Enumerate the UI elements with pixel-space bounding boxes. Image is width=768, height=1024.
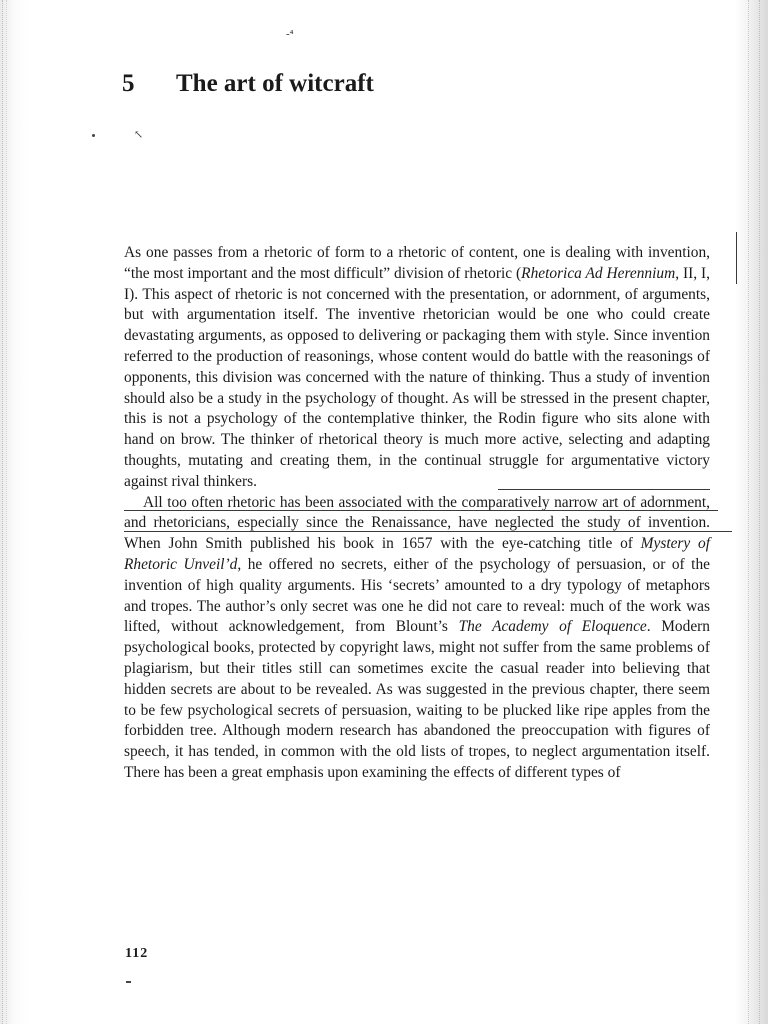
italic-title: Mystery of Rhetoric Unveil’d: [124, 535, 710, 573]
scan-left-edge: [2, 0, 7, 1024]
text-segment: As one passes from a rhetoric of form to a rhetoric of content, one is dealing with invention, “the most important and the most difficult” division of rhetoric (: [124, 244, 710, 282]
italic-title: The Academy of Eloquence: [458, 618, 647, 636]
chapter-heading: [122, 70, 374, 98]
chapter-title: The art of witcraft: [176, 70, 374, 97]
scan-smudge-mark: ↖: [134, 129, 144, 141]
chapter-number: 5: [122, 70, 135, 97]
text-segment: All too often rhetoric has been associated with the comparatively narrow art of adornment, and rhetoricians, especially since the Renaissance, have neglected the study of invention. When John Smith published his book in 1657 with the eye-catching title of: [124, 493, 710, 553]
text-segment: , II, I, I). This aspect of rhetoric is not concerned with the presentation, or adornment, of arguments, but with argumentation itself. The inventive rhetorician would be one who could create devastating arguments, as opposed to delivering or packaging them with style. Since invention referred to the production of reasonings, whose content would do battle with the reasonings of opponents, this division was concerned with the nature of thinking. Thus a study of invention should also be a study in the psychology of thought. As will be stressed in the present chapter, this is not a psychology of the contemplative thinker, the Rodin figure who sits alone with hand on brow. The thinker of rhetorical theory is much more active, selecting and adapting thoughts, mutating and creating them, in the continual struggle for argumentative victory against rival thinkers.: [124, 264, 710, 490]
text-segment: . Modern psychological books, protected by copyright laws, might not suffer from the same problems of plagiarism, but their titles still can sometimes excite the casual reader into believing that hidden secrets are about to be revealed. As was suggested in the previous chapter, there seem to be few psychological secrets of persuasion, waiting to be plucked like ripe apples from the forbidden tree. Although modern research has abandoned the preoccupation with figures of speech, it has tended, in common with the old lists of tropes, to neglect argumentation itself. There has been a great emphasis upon examining the effects of different types of: [124, 618, 710, 781]
body-text: [124, 243, 710, 784]
scan-smudge-mark: -⁴: [286, 28, 294, 40]
paragraph: [124, 243, 710, 493]
handwritten-underline: [124, 510, 718, 511]
handwritten-underline: [124, 531, 732, 532]
italic-title: Rhetorica Ad Herennium: [521, 264, 676, 282]
scan-dash-mark: [126, 981, 131, 983]
scan-right-edge: [748, 0, 760, 1024]
handwritten-margin-mark: [720, 232, 737, 284]
paragraph: [124, 493, 710, 784]
scan-dot-mark: [92, 134, 95, 137]
page-number: 112: [125, 946, 149, 961]
handwritten-underline: [498, 489, 710, 490]
text-segment: , he offered no secrets, either of the psychology of persuasion, or of the invention of high quality arguments. His ‘secrets’ amounted to a dry typology of metaphors and tropes. The author’s only secret was one he did not care to reveal: much of the work was lifted, without acknowledgement, from Blount’s: [124, 555, 710, 636]
